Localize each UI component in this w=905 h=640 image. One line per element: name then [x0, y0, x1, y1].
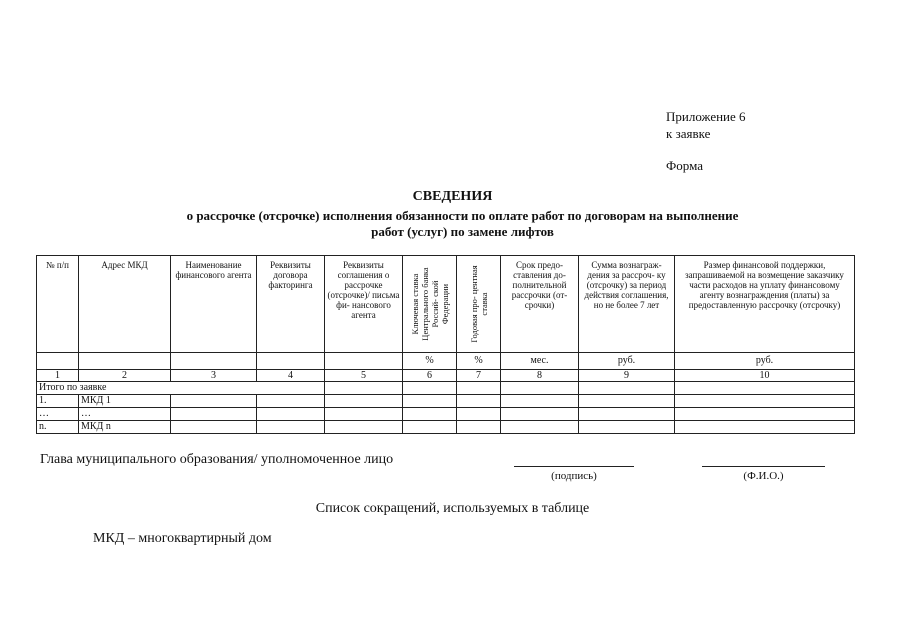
document-subtitle-line1: о рассрочке (отсрочке) исполнения обязанности по оплате работ по договорам на выполнение: [186, 208, 739, 223]
unit-cell: руб.: [675, 353, 855, 370]
name-caption: (Ф.И.О.): [743, 470, 784, 482]
table-row: [37, 408, 855, 421]
col-number-cell: 8: [501, 370, 579, 382]
signature-caption: (подпись): [551, 470, 597, 482]
signature-label: Глава муниципального образования/ уполномоченное лицо: [40, 452, 394, 467]
header-cell-num: № п/п: [37, 256, 79, 353]
header-cell-agreement: Реквизиты соглашения о рассрочке (отсрочке)/ письма фи- нансового агента: [325, 256, 403, 353]
unit-cell: [37, 353, 79, 370]
header-cell-factoring: Реквизиты договора факторинга: [257, 256, 325, 353]
row-num: n.: [37, 421, 79, 434]
header-annual-rate-text: Годовая про- центная ставка: [468, 265, 489, 343]
name-line: [702, 466, 825, 467]
table-row: [37, 421, 855, 434]
abbreviation-item: МКД – многоквартирный дом: [93, 531, 272, 546]
units-row: [37, 353, 855, 370]
abbreviations-title: Список сокращений, используемых в таблице: [315, 501, 590, 516]
column-number-row: [37, 370, 855, 382]
unit-cell: [325, 353, 403, 370]
total-label: Итого по заявке: [37, 382, 257, 395]
unit-cell: [171, 353, 257, 370]
annex-line1: Приложение 6: [666, 109, 746, 124]
header-row: [37, 256, 855, 353]
unit-cell: мес.: [501, 353, 579, 370]
header-cell-fee: Сумма вознаграж- дения за рассроч- ку (отсрочку) за период действия соглашения, но не более 7 лет: [579, 256, 675, 353]
unit-cell: руб.: [579, 353, 675, 370]
row-address: МКД n: [79, 421, 171, 434]
document-title: СВЕДЕНИЯ: [412, 189, 493, 204]
col-number-cell: 7: [457, 370, 501, 382]
header-cell-term: Срок предо- ставления до- полнительной рассрочки (от- срочки): [501, 256, 579, 353]
row-address: МКД 1: [79, 395, 171, 408]
annex-block: [666, 108, 746, 142]
col-number-cell: 1: [37, 370, 79, 382]
table-row: [37, 395, 855, 408]
header-cell-agent: Наименование финансового агента: [171, 256, 257, 353]
unit-cell: [79, 353, 171, 370]
header-cell-key-rate: [403, 256, 457, 353]
unit-cell: %: [457, 353, 501, 370]
row-num: …: [37, 408, 79, 421]
col-number-cell: 5: [325, 370, 403, 382]
col-number-cell: 6: [403, 370, 457, 382]
signature-line: [514, 466, 634, 467]
header-cell-address: Адрес МКД: [79, 256, 171, 353]
col-number-cell: 10: [675, 370, 855, 382]
col-number-cell: 2: [79, 370, 171, 382]
row-num: 1.: [37, 395, 79, 408]
header-cell-annual-rate: [457, 256, 501, 353]
annex-line2: к заявке: [666, 126, 711, 141]
installment-table: [36, 255, 855, 434]
header-cell-support: Размер финансовой поддержки, запрашиваемой на возмещение заказчику части расходов на уплату финансовому агенту вознаграждения (платы) за предоставленную рассрочку (отсрочку): [675, 256, 855, 353]
unit-cell: [257, 353, 325, 370]
total-row: [37, 382, 855, 395]
header-key-rate-text: Ключевая ставка Центрального банка Россий- ской Федерации: [409, 267, 450, 341]
document-subtitle-line2: работ (услуг) по замене лифтов: [371, 224, 554, 239]
form-label: Форма: [666, 158, 703, 173]
unit-cell: %: [403, 353, 457, 370]
col-number-cell: 4: [257, 370, 325, 382]
row-address: …: [79, 408, 171, 421]
col-number-cell: 9: [579, 370, 675, 382]
col-number-cell: 3: [171, 370, 257, 382]
